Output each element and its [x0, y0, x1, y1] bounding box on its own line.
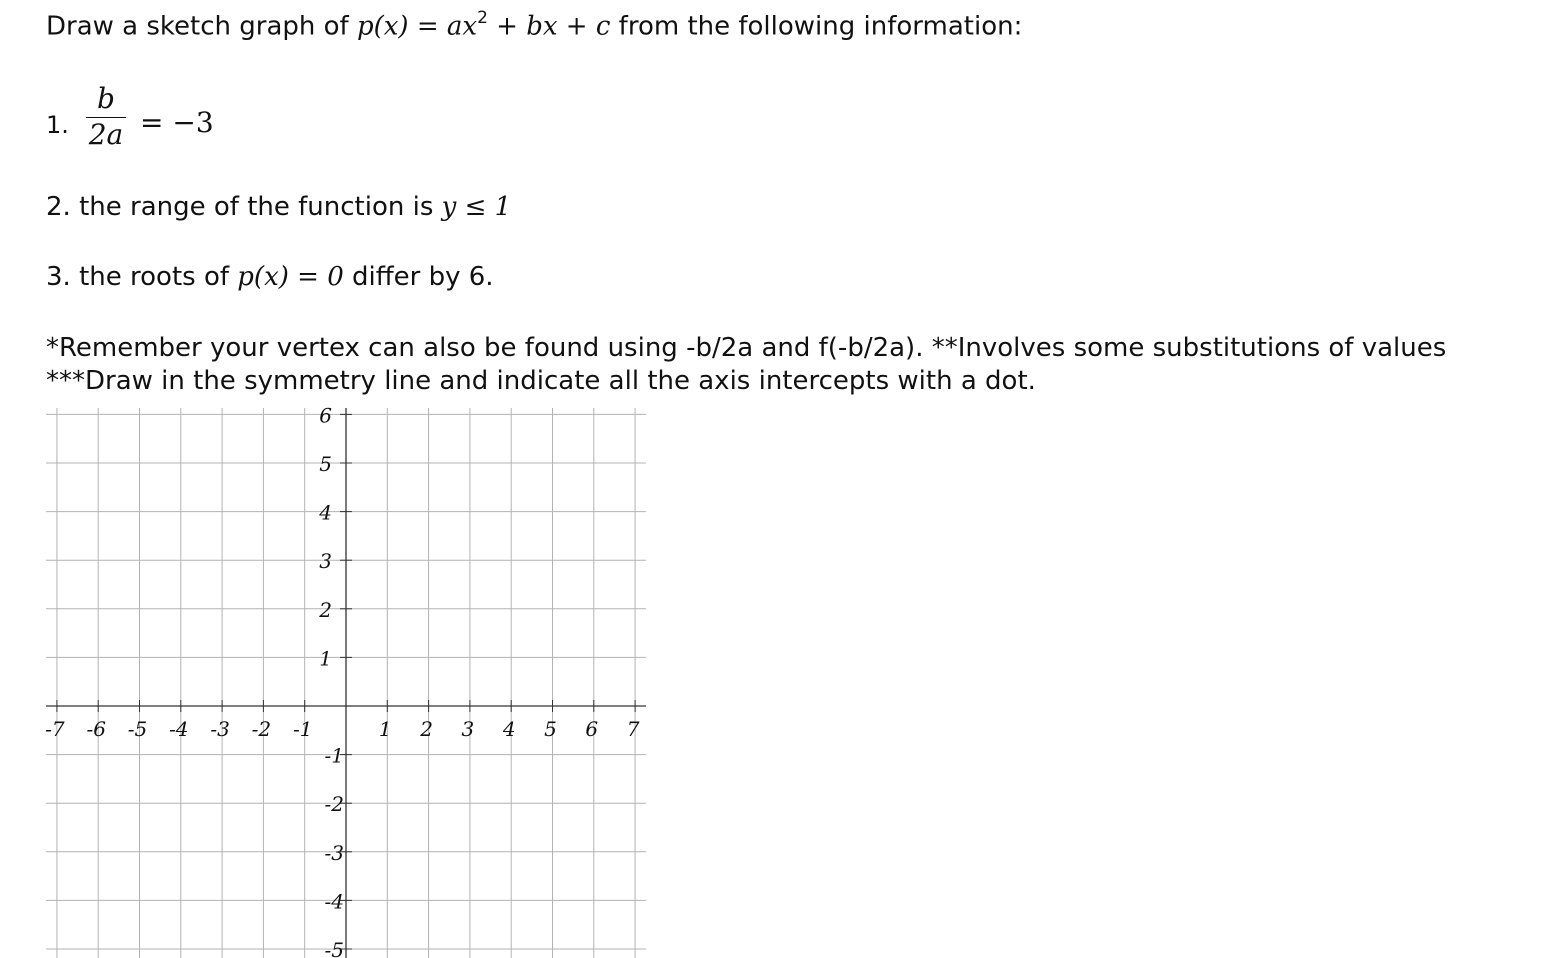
x-tick-label: -6 [86, 717, 106, 741]
axes [46, 408, 646, 958]
title-expr-a: ax [446, 11, 478, 42]
x-tick-label: 2 [420, 717, 433, 741]
note-line-1: *Remember your vertex can also be found using -b/2a and f(-b/2a). **Involves some substitutions of values [46, 333, 1447, 363]
x-tick-label: -7 [45, 717, 65, 741]
x-tick-label: 4 [502, 717, 516, 741]
note-line-2: ***Draw in the symmetry line and indicate all the axis intercepts with a dot. [46, 366, 1036, 396]
x-tick-label: 6 [585, 717, 599, 741]
item-2-text: 2. the range of the function is [46, 192, 434, 222]
fraction-numerator: b [97, 82, 115, 115]
x-tick-label: 3 [461, 717, 475, 741]
y-tick-label: -1 [324, 743, 344, 768]
title-expr-b: + bx + c [496, 11, 611, 42]
x-tick-label: -5 [127, 717, 148, 741]
title-function: p(x) [356, 11, 409, 42]
item-2-math: y ≤ 1 [441, 192, 512, 222]
axis-labels [45, 403, 640, 958]
item-3-math: p(x) = 0 [237, 262, 344, 292]
y-tick-label: 4 [319, 500, 332, 525]
y-tick-label: 1 [319, 646, 332, 671]
x-tick-label: -4 [169, 717, 189, 741]
title-prefix: Draw a sketch graph of [46, 11, 349, 42]
title-equals: = [416, 11, 439, 42]
item-3-suffix: differ by 6. [352, 262, 494, 292]
title-exponent: 2 [477, 8, 488, 28]
y-tick-label: -3 [324, 840, 344, 865]
title-suffix: from the following information: [618, 11, 1023, 42]
y-tick-label: -2 [324, 792, 344, 817]
y-tick-label: -4 [324, 889, 344, 914]
item-3-text: 3. the roots of [46, 262, 230, 292]
x-tick-label: -3 [210, 717, 230, 741]
y-tick-label: 3 [319, 549, 332, 574]
y-tick-label: 2 [319, 597, 332, 622]
x-tick-label: 1 [378, 717, 392, 741]
x-tick-label: 5 [544, 717, 557, 741]
item-1-rhs: = −3 [140, 106, 214, 139]
fraction-denominator: 2a [88, 118, 124, 151]
y-tick-label: 6 [319, 403, 332, 428]
x-tick-label: 7 [626, 717, 640, 741]
item-1-number: 1. [46, 111, 69, 139]
x-tick-label: -1 [292, 717, 313, 741]
y-tick-label: -5 [324, 938, 344, 958]
x-tick-label: -2 [251, 717, 272, 741]
y-tick-label: 5 [319, 452, 332, 476]
